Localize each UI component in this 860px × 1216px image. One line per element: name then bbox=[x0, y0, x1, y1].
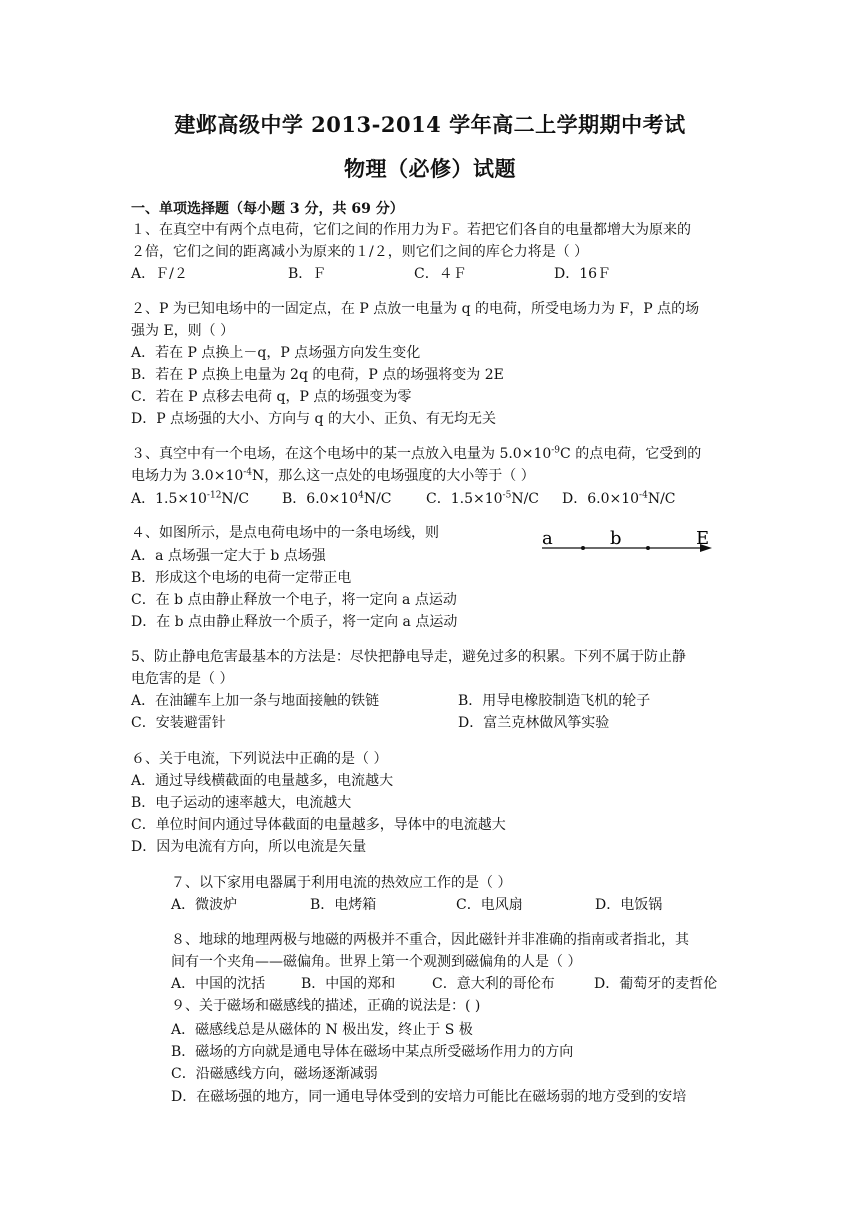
q8-option-d: D．葡萄牙的麦哲伦 bbox=[594, 976, 718, 992]
q1-option-a: A．Ｆ/２ bbox=[131, 266, 188, 282]
label-a: a bbox=[542, 528, 553, 549]
q7-stem-line1: ７、以下家用电器属于利用电流的热效应工作的是（ ） bbox=[171, 875, 512, 891]
q4-option-c: C．在 b 点由静止释放一个电子，将一定向 a 点运动 bbox=[131, 592, 457, 608]
q8-stem-line1: ８、地球的地理两极与地磁的两极并不重合，因此磁针并非准确的指南或者指北，其 bbox=[171, 932, 689, 948]
q3-line1-text-b: C 的点电荷，它受到的 bbox=[560, 446, 702, 462]
q4-option-a: A．a 点场强一定大于 b 点场强 bbox=[131, 548, 326, 564]
q3-line1-text-a: ３、真空中有一个电场，在这个电场中的某一点放入电量为 5.0×10 bbox=[131, 446, 552, 462]
q4-option-d: D．在 b 点由静止释放一个质子，将一定向 a 点运动 bbox=[131, 614, 458, 630]
q1-option-c: C．４Ｆ bbox=[414, 266, 467, 282]
q2-option-b: B．若在 P 点换上电量为 2q 的电荷，P 点的场强将变为 2E bbox=[131, 367, 504, 383]
q2-stem-line2: 强为 E，则（ ） bbox=[131, 323, 235, 339]
q3-line1-exponent: -9 bbox=[551, 445, 561, 456]
q6-option-c: C．单位时间内通过导体截面的电量越多，导体中的电流越大 bbox=[131, 817, 506, 833]
q9-option-c: C．沿磁感线方向，磁场逐渐减弱 bbox=[171, 1066, 378, 1082]
q5-option-c: C．安装避雷针 bbox=[131, 715, 226, 731]
q1-stem-line1: １、在真空中有两个点电荷，它们之间的作用力为Ｆ。若把它们各自的电量都增大为原来的 bbox=[131, 222, 691, 238]
q9-option-d: D．在磁场强的地方，同一通电导体受到的安培力可能比在磁场弱的地方受到的安培 bbox=[171, 1089, 687, 1105]
q5-stem-line1: 5、防止静电危害最基本的方法是：尽快把静电导走，避免过多的积累。下列不属于防止静 bbox=[131, 649, 686, 665]
q8-stem-line2: 间有一个夹角——磁偏角。世界上第一个观测到磁偏角的人是（ ） bbox=[171, 954, 582, 970]
q4-option-b: B．形成这个电场的电荷一定带正电 bbox=[131, 570, 352, 586]
q2-stem-line1: ２、P 为已知电场中的一固定点，在 P 点放一电量为 q 的电荷，所受电场力为 F，P 点的场 bbox=[131, 301, 700, 317]
q3-option-c bbox=[426, 488, 539, 510]
q9-option-a: A．磁感线总是从磁体的 N 极出发，终止于 S 极 bbox=[171, 1022, 473, 1038]
q1-option-b: B．Ｆ bbox=[288, 266, 327, 282]
q3-a-exp: -12 bbox=[206, 490, 222, 501]
q3-stem-line1 bbox=[131, 443, 701, 465]
q3-c-base: C．1.5×10 bbox=[426, 491, 503, 507]
q3-option-a bbox=[131, 488, 249, 510]
q8-option-b: B．中国的郑和 bbox=[301, 976, 396, 992]
exam-title: 建邺高级中学 2013-2014 学年高二上学期期中考试 bbox=[174, 112, 686, 137]
q2-option-d: D．P 点场强的大小、方向与 q 的大小、正负、有无均无关 bbox=[131, 411, 496, 427]
q2-option-c: C．若在 P 点移去电荷 q，P 点的场强变为零 bbox=[131, 389, 412, 405]
label-b: b bbox=[610, 528, 622, 549]
q6-option-a: A．通过导线横截面的电量越多，电流越大 bbox=[131, 773, 394, 789]
label-e: E bbox=[696, 528, 710, 549]
q4-stem-line1: ４、如图所示，是点电荷电场中的一条电场线，则 bbox=[131, 525, 439, 541]
q3-option-b bbox=[282, 488, 392, 510]
q7-option-a: A．微波炉 bbox=[171, 897, 238, 913]
q8-option-a: A．中国的沈括 bbox=[171, 976, 266, 992]
q5-option-a: A．在油罐车上加一条与地面接触的铁链 bbox=[131, 693, 380, 709]
q6-option-b: B．电子运动的速率越大，电流越大 bbox=[131, 795, 352, 811]
q3-line2-text-b: N，那么这一点处的电场强度的大小等于（ ） bbox=[252, 468, 535, 484]
q3-b-exp: 4 bbox=[358, 490, 364, 501]
q7-option-d: D．电饭锅 bbox=[595, 897, 663, 913]
field-line-figure bbox=[536, 524, 722, 560]
point-b-dot bbox=[646, 546, 650, 550]
q3-b-base: B．6.0×10 bbox=[282, 491, 359, 507]
point-a-dot bbox=[581, 546, 585, 550]
exam-subtitle: 物理（必修）试题 bbox=[344, 156, 516, 181]
section-heading: 一、单项选择题（每小题 3 分，共 69 分） bbox=[131, 201, 404, 217]
q9-stem-line1: ９、关于磁场和磁感线的描述，正确的说法是：( ) bbox=[171, 998, 481, 1014]
q9-option-b: B．磁场的方向就是通电导体在磁场中某点所受磁场作用力的方向 bbox=[171, 1044, 574, 1060]
q3-d-base: D．6.0×10 bbox=[562, 491, 640, 507]
q3-d-exp: -4 bbox=[639, 490, 648, 501]
q3-c-unit: N/C bbox=[511, 491, 539, 507]
q7-option-b: B．电烤箱 bbox=[310, 897, 377, 913]
q5-option-b: B．用导电橡胶制造飞机的轮子 bbox=[458, 693, 651, 709]
q1-option-d: D．16Ｆ bbox=[554, 266, 612, 282]
q3-a-base: A．1.5×10 bbox=[131, 491, 207, 507]
q2-option-a: A．若在 P 点换上－q，P 点场强方向发生变化 bbox=[131, 345, 421, 361]
q5-stem-line2: 电危害的是（ ） bbox=[131, 671, 234, 687]
q5-option-d: D．富兰克林做风筝实验 bbox=[458, 715, 610, 731]
q1-stem-line2: ２倍，它们之间的距离减小为原来的１/２，则它们之间的库仑力将是（ ） bbox=[131, 244, 589, 260]
q3-line2-exponent: -4 bbox=[243, 467, 253, 478]
q3-d-unit: N/C bbox=[647, 491, 676, 507]
q3-b-unit: N/C bbox=[363, 491, 392, 507]
q3-line2-text-a: 电场力为 3.0×10 bbox=[131, 468, 244, 484]
q6-option-d: D．因为电流有方向，所以电流是矢量 bbox=[131, 839, 367, 855]
q8-option-c: C．意大利的哥伦布 bbox=[432, 976, 555, 992]
q3-c-exp: -5 bbox=[502, 490, 512, 501]
q6-stem-line1: ６、关于电流，下列说法中正确的是（ ） bbox=[131, 751, 388, 767]
q7-option-c: C．电风扇 bbox=[456, 897, 523, 913]
q3-stem-line2 bbox=[131, 465, 535, 487]
q3-a-unit: N/C bbox=[221, 491, 250, 507]
q3-option-d bbox=[562, 488, 676, 510]
